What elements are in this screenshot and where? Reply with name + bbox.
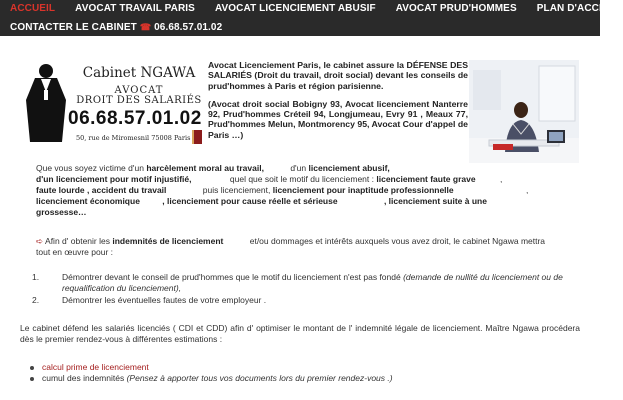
list-item (30, 373, 393, 384)
nav-accueil[interactable]: ACCUEIL (10, 3, 56, 14)
lawyer-photo-illustration (469, 60, 579, 163)
p2-indemnites: indemnités de licenciement (112, 236, 224, 246)
p1-inaptitude: licenciement pour inaptitude professionnelle (272, 185, 454, 195)
logo-droit: DROIT DES SALARIÉS (76, 95, 202, 106)
nav-contact-phone: 06.68.57.01.02 (154, 21, 223, 33)
logo-title: Cabinet NGAWA (82, 65, 196, 81)
list-item (30, 362, 149, 373)
cabinet-logo[interactable] (20, 60, 205, 150)
paragraph-cdi-cdd: Le cabinet défend les salariés licenciés ( CDI et CDD) afin d' optimiser le montant de l' indemnité légale de licenciement. Maître Ngawa procédera dès le premier rendez-vous à différentes estimations : (20, 323, 580, 344)
intro-paragraph-1: Avocat Licenciement Paris, le cabinet assure la DÉFENSE DES SALARIÉS (Droit du travail, droit social) devant les conseils de prud'hommes à Paris et région parisienne. (208, 60, 468, 91)
phone-icon: ☎ (139, 21, 152, 32)
lawyer-silhouette-icon (22, 62, 70, 142)
list-number-2: 2. (32, 295, 40, 305)
p2-text-d: tout en œuvre pour : (36, 246, 114, 257)
list-item (62, 272, 580, 293)
intro-text (208, 60, 468, 140)
list-item-1-text: Démontrer devant le conseil de prud'hommes que le motif du licenciement n'est pas fondé (62, 272, 401, 282)
logo-avocat: AVOCAT (114, 85, 164, 96)
p2-text-c: et/ou dommages et intérêts auxquels vous avez droit, le cabinet Ngawa mettra (249, 236, 546, 246)
arrow-icon: ➪ (36, 236, 44, 246)
nav-contact-label: CONTACTER LE CABINET (10, 21, 137, 33)
nav-avocat-travail-paris[interactable]: AVOCAT TRAVAIL PARIS (75, 3, 195, 14)
p1-grossesse-intro: , licenciement suite à une (383, 196, 487, 206)
p1-motif-injustifie: d'un licenciement pour motif injustifié, (36, 174, 192, 184)
book-icon (192, 130, 202, 144)
paragraph-indemnites (36, 236, 580, 257)
bullet-dot-icon (30, 366, 34, 370)
list-item-2-text: Démontrer les éventuelles fautes de votre employeur . (62, 295, 267, 305)
logo-phone: 06.68.57.01.02 (68, 108, 202, 129)
nav-plan-acces[interactable]: PLAN D'ACCÈS (536, 3, 613, 14)
p1-cause-reelle: , licenciement pour cause réelle et sérieuse (162, 196, 338, 206)
p1-text-l: licenciement, (220, 185, 271, 195)
calcul-prime-link[interactable]: calcul prime de licenciement (42, 362, 149, 372)
logo-address: 50, rue de Miromesnil 75008 Paris (76, 134, 191, 142)
nav-avocat-licenciement-abusif[interactable]: AVOCAT LICENCIEMENT ABUSIF (214, 3, 376, 14)
p1-comma-2: , (526, 185, 529, 195)
list-item (62, 295, 580, 306)
cumul-indemnites-text: cumul des indemnités (42, 373, 125, 383)
bullet-dot-icon (30, 377, 34, 381)
intro-paragraph-2: (Avocat droit social Bobigny 93, Avocat licenciement Nanterre 92, Prud'hommes Créteil 94, Longjumeau, Evry 91 , Meaux 77, Prud'hommes Melun, Montmorency 95, Avocat Cour d'appel de Paris …) (208, 98, 468, 140)
p1-economique: licenciement économique (36, 196, 140, 206)
p1-comma-1: , (499, 174, 503, 184)
p2-text-a: Afin d' obtenir les (45, 236, 110, 246)
nav-contact[interactable] (0, 18, 232, 37)
p1-text-f: quel que soit le motif du licenciement : (229, 174, 374, 184)
p1-harcelement: harcèlement moral au travail, (146, 163, 264, 173)
p1-text-c: d'un (290, 163, 307, 173)
p1-licenciement-abusif: licenciement abusif, (308, 163, 390, 173)
p1-text-k: puis (202, 185, 219, 195)
cumul-indemnites-note: (Pensez à apporter tous vos documents lors du premier rendez-vous .) (126, 373, 393, 383)
top-navigation (0, 0, 613, 36)
lawyer-photo (469, 60, 579, 163)
p1-faute-grave: licenciement faute grave (376, 174, 476, 184)
p1-grossesse: grossesse… (36, 207, 87, 217)
p1-accident-travail: , accident du travail (87, 185, 167, 195)
list-number-1: 1. (32, 272, 40, 282)
nav-row-2 (0, 18, 232, 36)
p1-text-a: Que vous soyez victime d'un (36, 163, 144, 173)
nav-avocat-prudhommes[interactable]: AVOCAT PRUD'HOMMES (395, 3, 517, 14)
list-item-1-note: (demande de nullité du licenciement ou de requalification du licenciement), (62, 272, 563, 293)
nav-row-1 (0, 0, 623, 18)
p1-faute-lourde: faute lourde (36, 185, 85, 195)
